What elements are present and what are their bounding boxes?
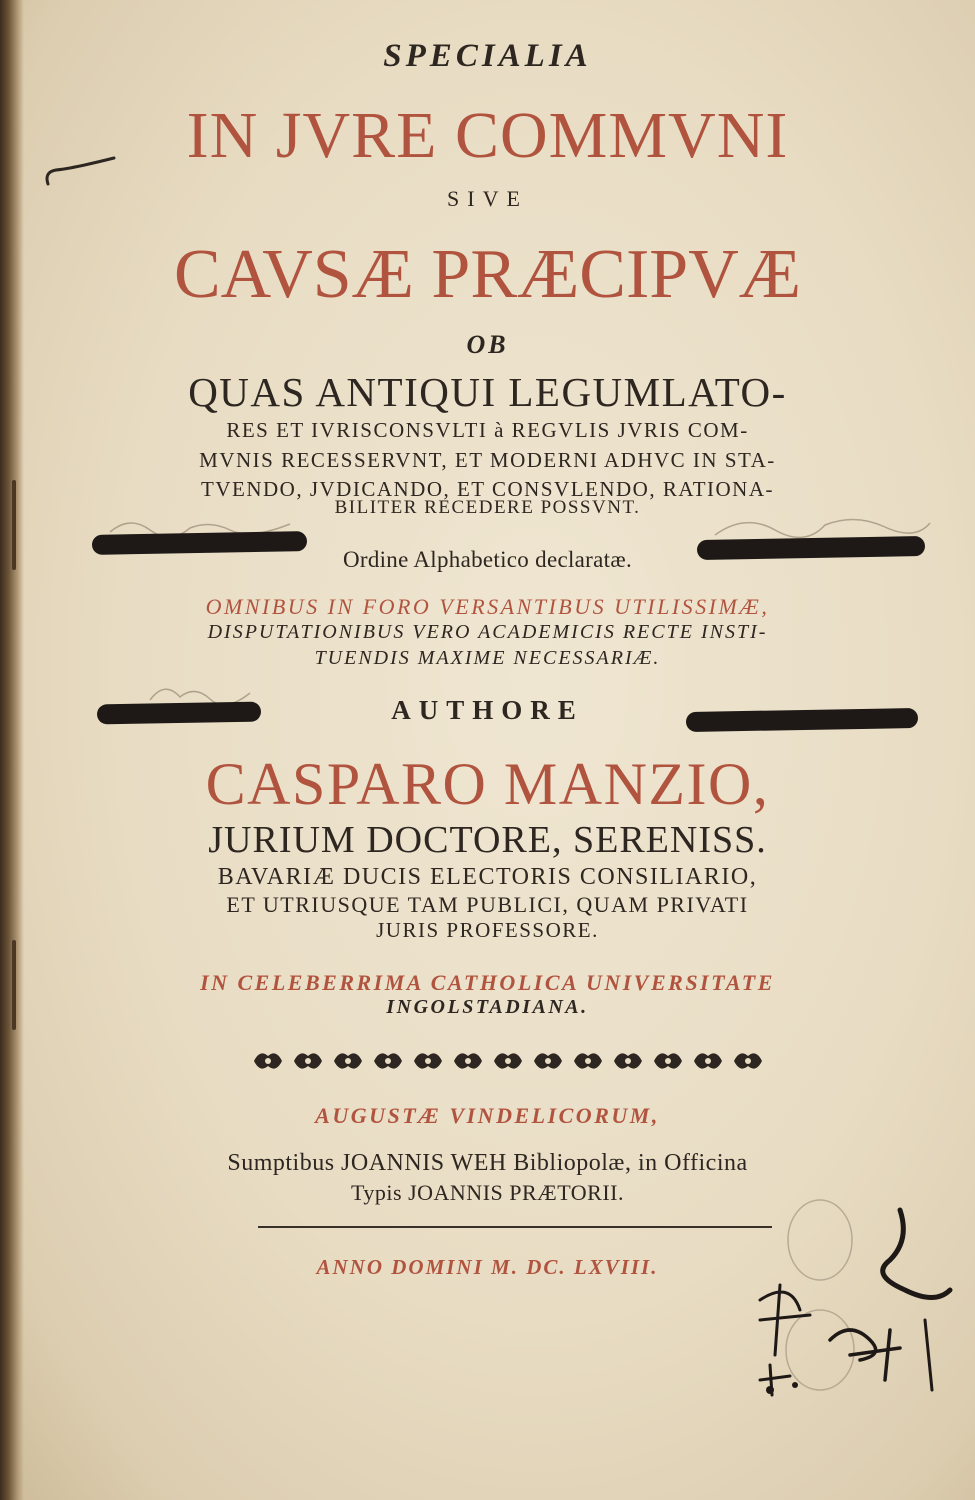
university-line-2: INGOLSTADIANA. <box>386 996 589 1018</box>
author-title-line-4: JURIS PROFESSORE. <box>376 918 599 942</box>
ornament-fleuron <box>734 1053 762 1068</box>
dedication-line-3: TUENDIS MAXIME NECESSARIÆ. <box>314 647 661 669</box>
university-line-1: IN CELEBERRIMA CATHOLICA UNIVERSITATE <box>200 970 775 995</box>
author-title-line-3: ET UTRIUSQUE TAM PUBLICI, QUAM PRIVATI <box>226 892 749 917</box>
ornament-fleuron <box>454 1053 482 1068</box>
subtitle-line-4: TVENDO, JVDICANDO, ET CONSVLENDO, RATIONA- <box>201 477 774 501</box>
subtitle-line-3: MVNIS RECESSERVNT, ET MODERNI ADHVC IN STA- <box>199 448 776 472</box>
subtitle-line-2: RES ET IVRISCONSVLTI à REGVLIS JVRIS COM- <box>226 418 749 442</box>
printers-ornament <box>248 1046 768 1076</box>
authore-label: AUTHORE <box>391 695 584 725</box>
divider-rule <box>258 1226 772 1228</box>
dedication-line-2: DISPUTATIONIBUS VERO ACADEMICIS RECTE INSTI- <box>207 621 768 643</box>
author-name: CASPARO MANZIO, <box>205 751 770 817</box>
ornament-fleuron <box>374 1053 402 1068</box>
imprint-printer: Typis JOANNIS PRÆTORII. <box>351 1180 624 1205</box>
ornament-fleuron <box>334 1053 362 1068</box>
ornament-fleuron <box>294 1053 322 1068</box>
ornament-fleuron <box>614 1053 642 1068</box>
title-specialia: SPECIALIA <box>383 38 592 74</box>
ornament-fleuron <box>694 1053 722 1068</box>
dedication-line-1: OMNIBUS IN FORO VERSANTIBUS UTILISSIMÆ, <box>205 594 770 619</box>
author-title-line-1: JURIUM DOCTORE, SERENISS. <box>208 819 767 861</box>
author-title-line-2: BAVARIÆ DUCIS ELECTORIS CONSILIARIO, <box>217 864 758 890</box>
subtitle-line-1: QUAS ANTIQUI LEGUMLATO- <box>188 369 787 415</box>
ornament-fleuron <box>654 1053 682 1068</box>
ordine-alphabetico: Ordine Alphabetico declaratæ. <box>342 547 633 572</box>
subtitle-line-5: BILITER RECEDERE POSSVNT. <box>334 497 641 518</box>
title-causae-praecipuae: CAVSÆ PRÆCIPVÆ <box>173 236 802 313</box>
ornament-fleuron <box>574 1053 602 1068</box>
imprint-place: AUGUSTÆ VINDELICORUM, <box>315 1103 660 1128</box>
handwritten-annotation <box>700 1180 960 1410</box>
imprint-publisher: Sumptibus JOANNIS WEH Bibliopolæ, in Officina <box>227 1150 748 1176</box>
ornament-fleuron <box>254 1053 282 1068</box>
imprint-date: ANNO DOMINI M. DC. LXVIII. <box>316 1255 659 1279</box>
ornament-fleuron <box>534 1053 562 1068</box>
ornament-fleuron <box>494 1053 522 1068</box>
ornament-fleuron <box>414 1053 442 1068</box>
title-in-jure-communi: IN JVRE COMMVNI <box>186 99 789 172</box>
title-sive: SIVE <box>447 186 528 211</box>
title-ob: OB <box>466 330 509 359</box>
